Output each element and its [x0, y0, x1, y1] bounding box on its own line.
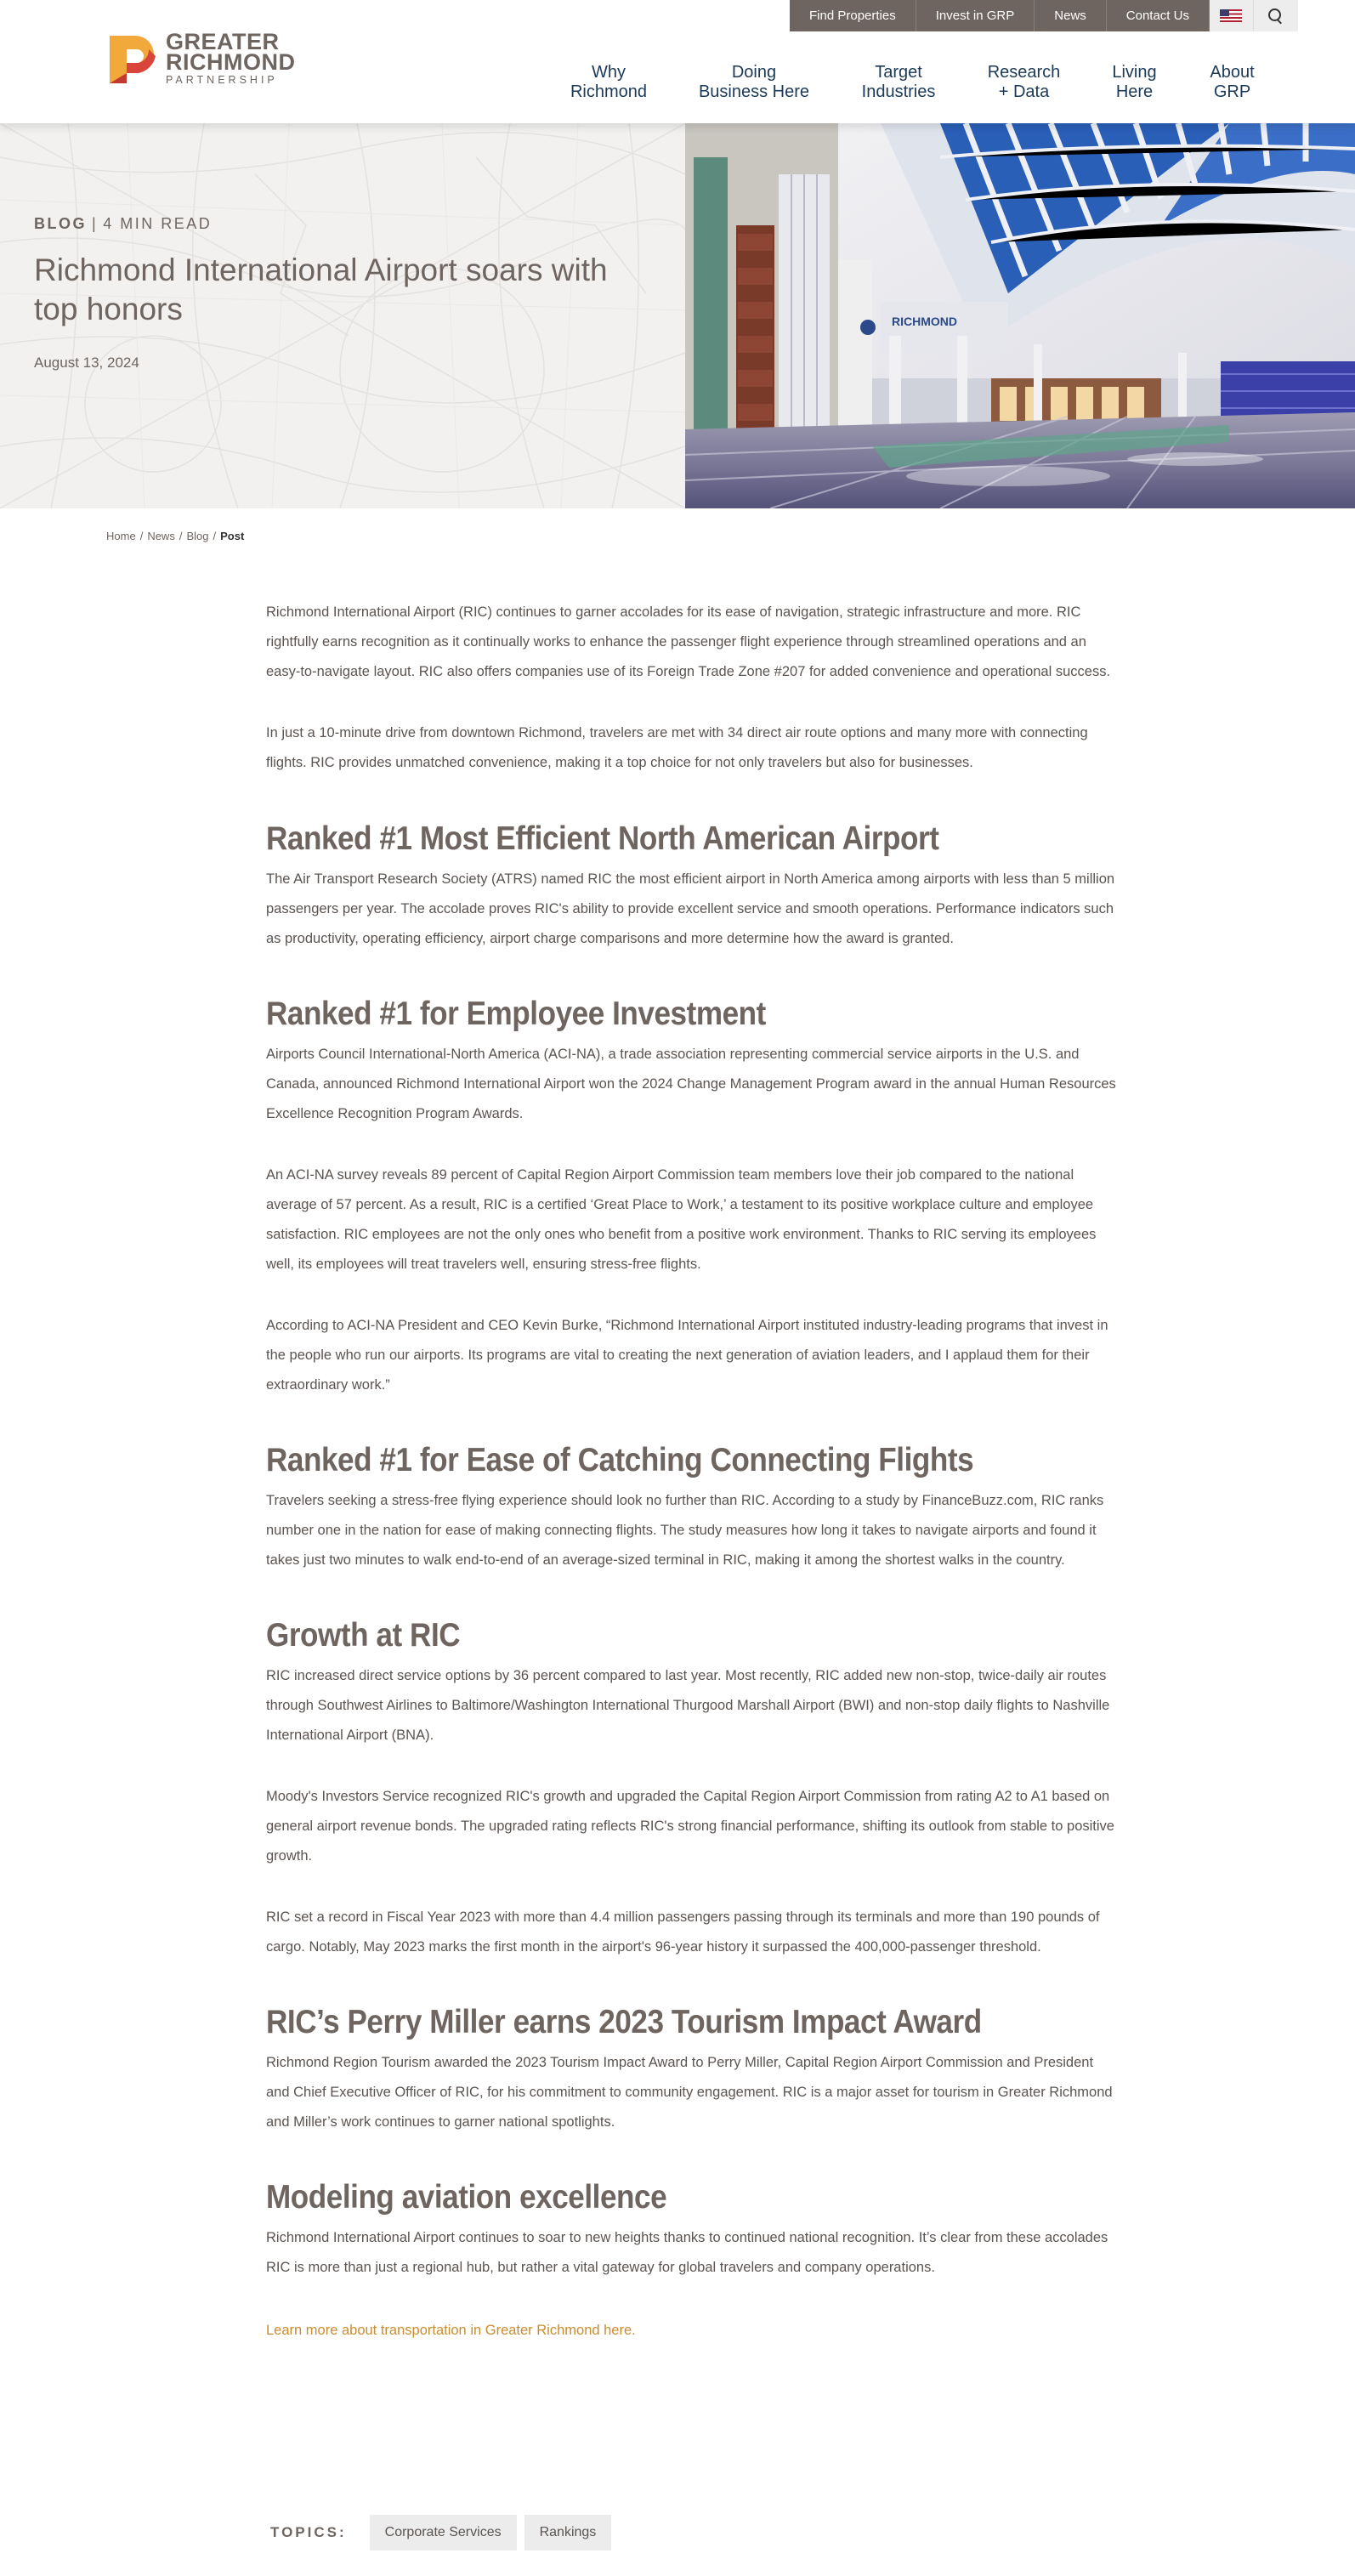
- nav-about-grp[interactable]: About GRP: [1210, 63, 1255, 101]
- nav-living-here[interactable]: Living Here: [1112, 63, 1157, 101]
- logo-line-richmond: RICHMOND: [166, 49, 296, 75]
- logo-line-greater: GREATER: [166, 29, 280, 54]
- section-heading-most-efficient: Ranked #1 Most Efficient North American Airport: [266, 820, 939, 857]
- site-header: [0, 0, 1355, 123]
- article-paragraph: In just a 10-minute drive from downtown Richmond, travelers are met with 34 direct air route options and many more with connecting flights. RIC provides unmatched convenience, making it a top choice for not only travelers but also for businesses.: [266, 725, 1088, 770]
- breadcrumb-separator: /: [213, 530, 217, 542]
- logo-line-partnership: PARTNERSHIP: [166, 74, 278, 86]
- nav-target-industries[interactable]: Target Industries: [861, 63, 936, 101]
- article-paragraph: An ACI-NA survey reveals 89 percent of Capital Region Airport Commission team members love their job compared to the national average of 57 percent. As a result, RIC is a certified ‘Great Place to Work,’ a testament to its positive workplace culture and employee satisfaction. RIC employees are not the only ones who benefit from a positive work environment. Thanks to RIC serving its employees well, its employees will treat travelers well, ensuring stress-free flights.: [266, 1167, 1097, 1272]
- utility-link-find-properties[interactable]: Find Properties: [790, 0, 916, 31]
- nav-research-data[interactable]: Research + Data: [987, 63, 1061, 101]
- page-title: Richmond International Airport soars with top honors: [34, 252, 608, 326]
- airport-terminal-photo: [685, 123, 1355, 508]
- section-heading-connecting-flights: Ranked #1 for Ease of Catching Connecting Flights: [266, 1442, 974, 1478]
- breadcrumb-news[interactable]: News: [147, 530, 175, 542]
- article-paragraph: According to ACI-NA President and CEO Kevin Burke, “Richmond International Airport instituted industry-leading programs that invest in the people who run our airports. Its programs are vital to creating the next generation of aviation leaders, and I applaud them for their extraordinary work.”: [266, 1318, 1108, 1393]
- hero-kicker-separator: |: [92, 215, 99, 232]
- link-suffix: .: [632, 2323, 636, 2338]
- utility-link-contact-us[interactable]: Contact Us: [1107, 0, 1210, 31]
- section-heading-employee-investment: Ranked #1 for Employee Investment: [266, 996, 766, 1032]
- language-selector[interactable]: [1210, 0, 1254, 31]
- hero-read-time: 4 MIN READ: [103, 215, 213, 232]
- search-icon: [1268, 9, 1283, 23]
- nav-why-richmond[interactable]: Why Richmond: [570, 63, 648, 101]
- nav-doing-business-here[interactable]: Doing Business Here: [698, 63, 810, 101]
- transportation-link[interactable]: Learn more about transportation in Greater Richmond here: [266, 2323, 632, 2338]
- breadcrumb-home[interactable]: Home: [106, 530, 136, 542]
- article-paragraph: Moody's Investors Service recognized RIC's growth and upgraded the Capital Region Airport Commission from rating A2 to A1 based on general airport revenue bonds. The upgraded rating reflects RIC's strong financial performance, shifting its outlook from stable to positive growth.: [266, 1789, 1114, 1864]
- article-body: [266, 598, 1116, 2339]
- hero-kicker: [34, 215, 212, 233]
- breadcrumb: [106, 530, 244, 542]
- article-paragraph: Richmond Region Tourism awarded the 2023 Tourism Impact Award to Perry Miller, Capital Region Airport Commission and President and Chief Executive Officer of RIC, for his commitment to community engagement. RIC is a major asset for tourism in Greater Richmond and Miller’s work continues to garner national spotlights.: [266, 2055, 1113, 2130]
- section-heading-growth: Growth at RIC: [266, 1617, 461, 1654]
- breadcrumb-current: Post: [220, 530, 245, 542]
- logo-wordmark: [166, 31, 296, 86]
- search-button[interactable]: [1254, 0, 1298, 31]
- topic-tag-rankings[interactable]: Rankings: [524, 2515, 612, 2550]
- article-paragraph: RIC set a record in Fiscal Year 2023 with more than 4.4 million passengers passing through its terminals and more than 190 pounds of cargo. Notably, May 2023 marks the first month in the airport's 96-year history it surpassed the 400,000-passenger threshold.: [266, 1909, 1100, 1955]
- terminal-sign-text: RICHMOND: [892, 315, 957, 328]
- site-logo[interactable]: [106, 31, 296, 87]
- topic-tag-corporate-services[interactable]: Corporate Services: [370, 2515, 517, 2550]
- utility-nav: [790, 0, 1298, 31]
- article-paragraph: Richmond International Airport continues to soar to new heights thanks to continued national recognition. It’s clear from these accolades RIC is more than just a regional hub, but rather a vital gateway for global travelers and company operations.: [266, 2230, 1108, 2275]
- utility-link-news[interactable]: News: [1035, 0, 1107, 31]
- article-paragraph: The Air Transport Research Society (ATRS) named RIC the most efficient airport in North America among airports with less than 5 million passengers per year. The accolade proves RIC's ability to provide excellent service and smooth operations. Performance indicators such as productivity, operating efficiency, airport charge comparisons and more determine how the award is granted.: [266, 871, 1115, 946]
- hero-image: [685, 123, 1355, 508]
- article-paragraph: Travelers seeking a stress-free flying experience should look no further than RIC. According to a study by FinanceBuzz.com, RIC ranks number one in the nation for ease of making connecting flights. The study measures how long it takes to navigate airports and found it takes just two minutes to walk end-to-end of an average-sized terminal in RIC, making it among the shortest walks in the country.: [266, 1493, 1104, 1568]
- section-heading-tourism-award: RIC’s Perry Miller earns 2023 Tourism Impact Award: [266, 2004, 982, 2040]
- hero: [0, 123, 1355, 508]
- post-date: August 13, 2024: [34, 355, 139, 371]
- transportation-link-line: [266, 2323, 1116, 2339]
- us-flag-icon: [1220, 9, 1242, 22]
- breadcrumb-separator: /: [139, 530, 144, 542]
- utility-link-invest-in-grp[interactable]: Invest in GRP: [916, 0, 1035, 31]
- hero-text-panel: [0, 123, 685, 508]
- main-nav: [544, 63, 1268, 102]
- article-paragraph: RIC increased direct service options by 36 percent compared to last year. Most recently, RIC added new non-stop, twice-daily air routes through Southwest Airlines to Baltimore/Washington International Thurgood Marshall Airport (BWI) and non-stop daily flights to Nashville International Airport (BNA).: [266, 1668, 1110, 1743]
- breadcrumb-blog[interactable]: Blog: [186, 530, 209, 542]
- hero-category: BLOG: [34, 215, 87, 232]
- topics-label: TOPICS:: [270, 2524, 347, 2540]
- breadcrumb-separator: /: [179, 530, 183, 542]
- section-heading-modeling-excellence: Modeling aviation excellence: [266, 2179, 667, 2216]
- logo-mark-icon: [106, 31, 159, 87]
- article-paragraph: Richmond International Airport (RIC) continues to garner accolades for its ease of navigation, strategic infrastructure and more. RIC rightfully earns recognition as it continually works to enhance the passenger flight experience through streamlined operations and an easy-to-navigate layout. RIC also offers companies use of its Foreign Trade Zone #207 for added convenience and operational success.: [266, 604, 1111, 679]
- article-paragraph: Airports Council International-North America (ACI-NA), a trade association representing commercial service airports in the U.S. and Canada, announced Richmond International Airport won the 2024 Change Management Program award in the annual Human Resources Excellence Recognition Program Awards.: [266, 1047, 1116, 1121]
- topics: [266, 2515, 619, 2550]
